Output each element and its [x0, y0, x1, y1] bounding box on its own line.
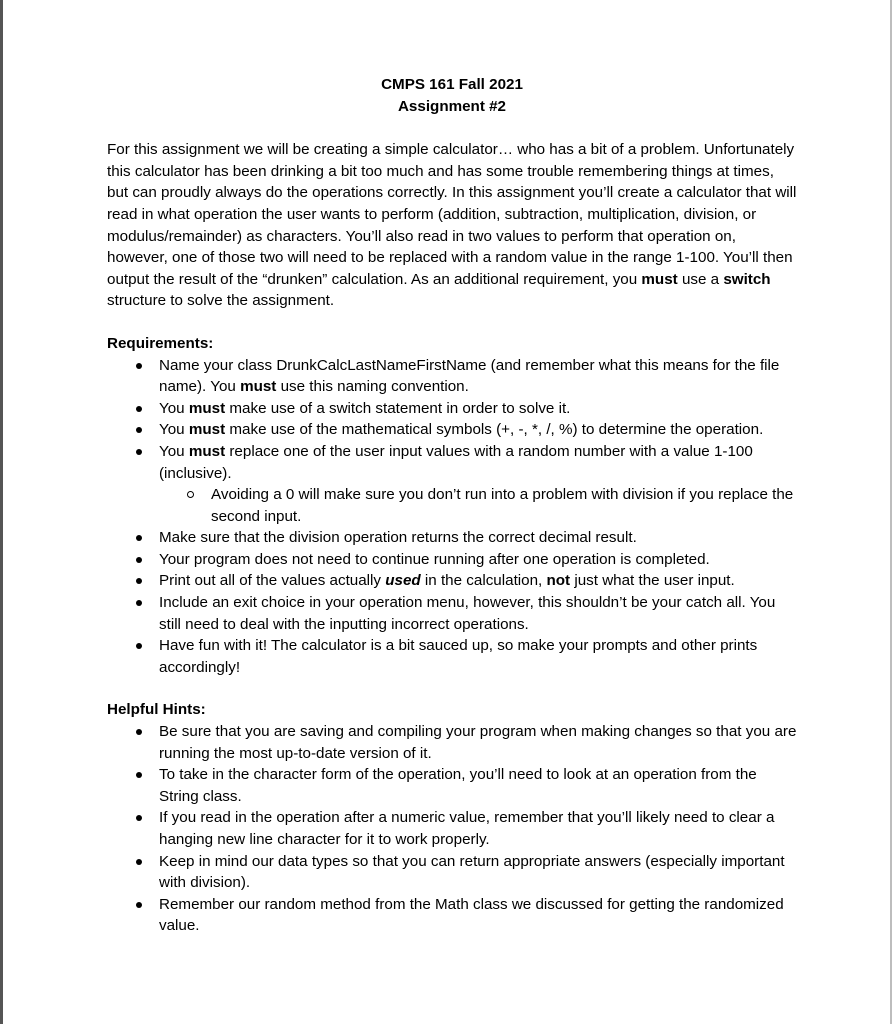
hint-item: To take in the character form of the operation, you’ll need to look at an operation from the String class.: [107, 764, 797, 807]
intro-text: For this assignment we will be creating a simple calculator… who has a bit of a problem. Unfortunately this calculator has been drinking a bit too much and has some trouble remembering things at times, but can proudly always do the operations correctly. In this assignment you’ll create a calculator that will read in what operation the user wants to perform (addition, subtraction, multiplication, division, or modulus/remainder) as characters. You’ll also read in two values to perform that operation on, however, one of those two will need to be replaced with a random value in the range 1-100. You’ll then output the result of the “drunken” calculation. As an additional requirement, you: [107, 141, 797, 288]
intro-switch-emphasis: switch: [723, 270, 771, 288]
assignment-title: Assignment #2: [397, 97, 507, 115]
requirements-section: [107, 333, 797, 679]
requirements-list: [107, 355, 797, 679]
hints-heading: Helpful Hints:: [107, 701, 206, 719]
intro-must-emphasis: must: [641, 270, 678, 288]
requirement-item: Your program does not need to continue running after one operation is completed.: [107, 549, 797, 571]
requirement-emphasis: not: [546, 572, 571, 590]
requirement-text: replace one of the user input values with a random number with a value 1-100 (inclusive).: [159, 442, 753, 482]
requirement-item: Include an exit choice in your operation menu, however, this shouldn’t be your catch all. You still need to deal with the inputting incorrect operations.: [107, 592, 797, 635]
intro-text: structure to solve the assignment.: [107, 292, 335, 310]
intro-paragraph: [107, 139, 797, 312]
requirement-text: Name your class DrunkCalcLastNameFirstName (and remember what this means for the file name). You: [159, 356, 780, 396]
requirement-text: just what the user input.: [570, 572, 735, 590]
requirement-text: You: [159, 399, 189, 417]
hint-item: Be sure that you are saving and compiling your program when making changes so that you are running the most up-to-date version of it.: [107, 721, 797, 764]
requirement-subitem: Avoiding a 0 will make sure you don’t run into a problem with division if you replace the second input.: [159, 484, 797, 527]
requirements-heading: Requirements:: [107, 334, 214, 352]
requirement-item: Have fun with it! The calculator is a bit sauced up, so make your prompts and other prints accordingly!: [107, 635, 797, 678]
requirement-emphasis: used: [385, 572, 421, 590]
hint-item: Keep in mind our data types so that you can return appropriate answers (especially important with division).: [107, 851, 797, 894]
course-title: CMPS 161 Fall 2021: [381, 76, 523, 93]
requirement-emphasis: must: [188, 442, 226, 460]
hint-item: Remember our random method from the Math class we discussed for getting the randomized value.: [107, 894, 797, 937]
requirement-emphasis: must: [188, 399, 226, 417]
requirement-text: use this naming convention.: [276, 378, 469, 396]
requirement-text: make use of a switch statement in order to solve it.: [225, 399, 571, 417]
hints-list: [107, 721, 797, 937]
requirement-item: [107, 570, 797, 592]
document-page: [107, 74, 797, 937]
requirement-text: make use of the mathematical symbols (+, -, *, /, %) to determine the operation.: [225, 421, 764, 439]
requirement-item: [107, 355, 797, 398]
page-left-border: [0, 0, 3, 1024]
requirement-text: in the calculation,: [420, 572, 547, 590]
hint-item: If you read in the operation after a numeric value, remember that you’ll likely need to clear a hanging new line character for it to work properly.: [107, 807, 797, 850]
hints-section: [107, 699, 797, 937]
requirement-item: [107, 398, 797, 420]
requirement-text: You: [159, 442, 189, 460]
requirement-item: [107, 441, 797, 527]
requirement-emphasis: must: [188, 421, 226, 439]
intro-text: use a: [677, 270, 724, 288]
requirement-text: Print out all of the values actually: [159, 572, 386, 590]
requirement-item: Make sure that the division operation returns the correct decimal result.: [107, 527, 797, 549]
requirement-sublist: [159, 484, 797, 527]
requirement-emphasis: must: [240, 378, 277, 396]
requirement-text: You: [159, 421, 189, 439]
requirement-item: [107, 419, 797, 441]
document-title: [107, 74, 797, 117]
